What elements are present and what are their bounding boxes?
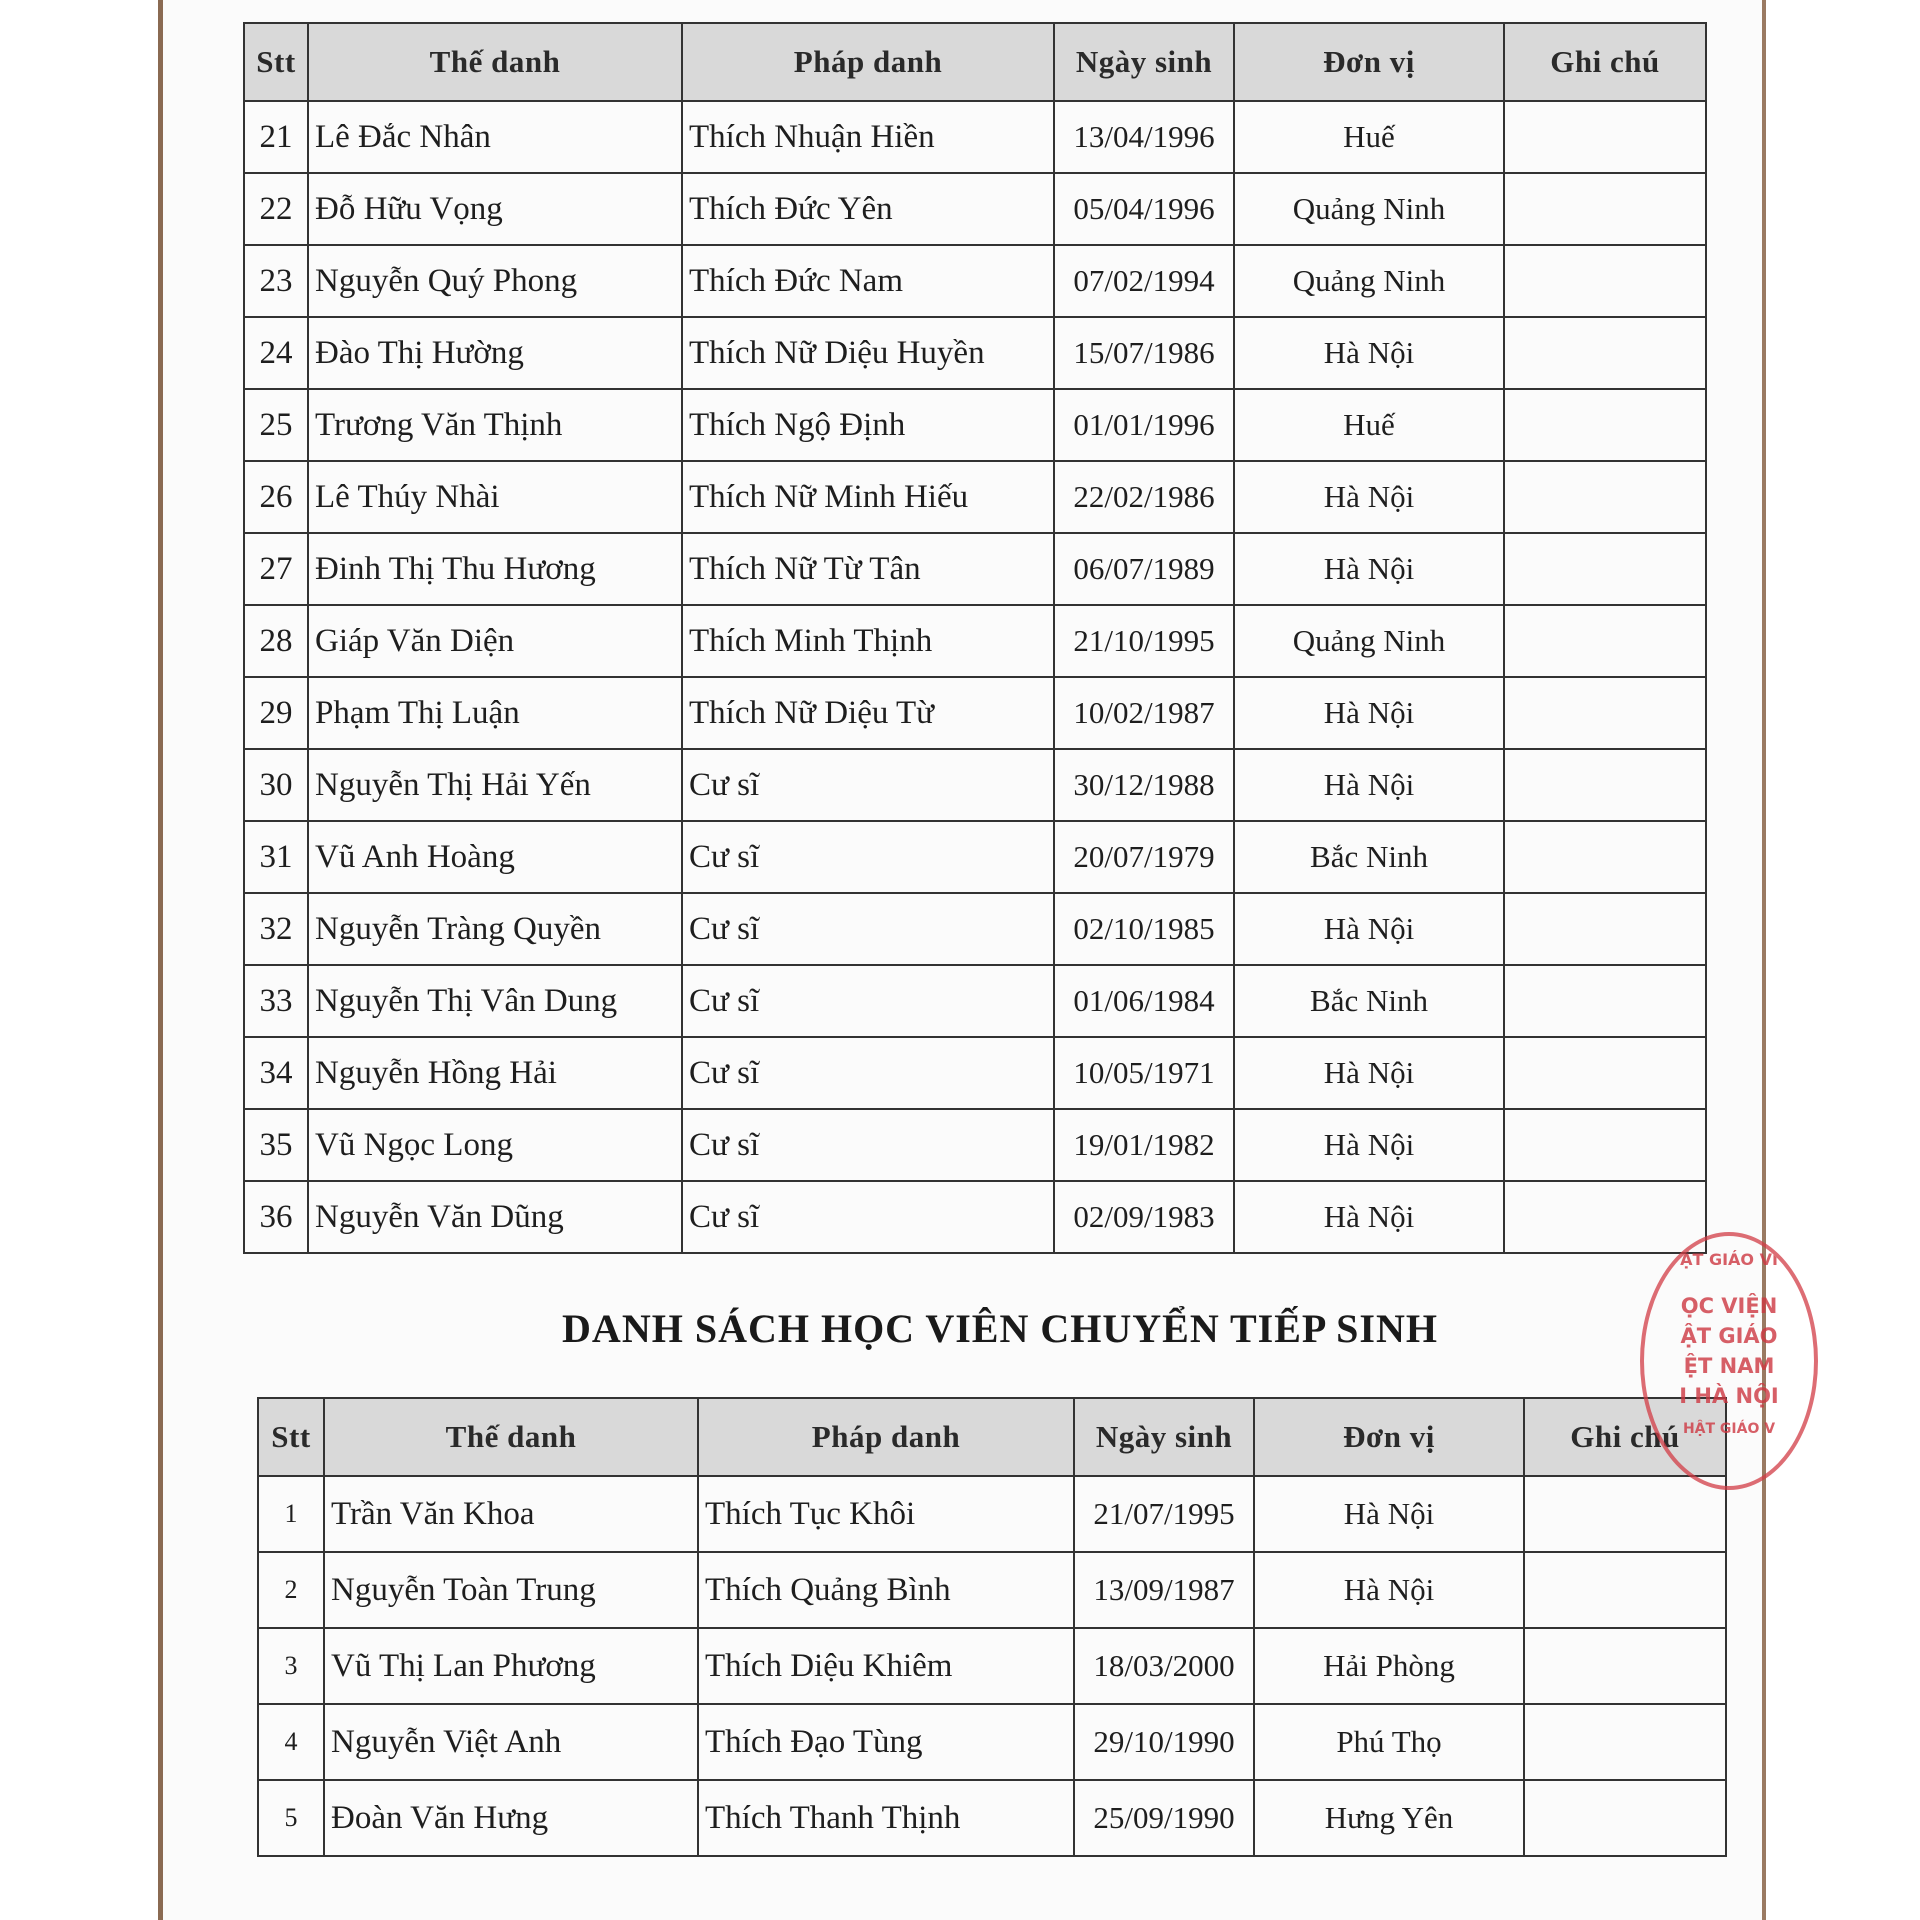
cell-stt: 2: [258, 1552, 324, 1628]
cell-ngay-sinh: 05/04/1996: [1054, 173, 1234, 245]
cell-ngay-sinh: 13/04/1996: [1054, 101, 1234, 173]
cell-ngay-sinh: 18/03/2000: [1074, 1628, 1254, 1704]
cell-don-vi: Hải Phòng: [1254, 1628, 1524, 1704]
cell-ghi-chu: [1504, 677, 1706, 749]
cell-don-vi: Bắc Ninh: [1234, 965, 1504, 1037]
cell-ghi-chu: [1504, 389, 1706, 461]
transfer-student-table: [257, 1397, 1727, 1857]
cell-don-vi: Bắc Ninh: [1234, 821, 1504, 893]
header-ngay-sinh: Ngày sinh: [1074, 1398, 1254, 1476]
header-ghi-chu: Ghi chú: [1524, 1398, 1726, 1476]
cell-don-vi: Hà Nội: [1234, 749, 1504, 821]
cell-phap-danh: Cư sĩ: [682, 893, 1054, 965]
cell-ngay-sinh: 21/10/1995: [1054, 605, 1234, 677]
stamp-top-text: ẬT GIÁO VI: [1680, 1250, 1778, 1269]
cell-the-danh: Vũ Ngọc Long: [308, 1109, 682, 1181]
table-body: [258, 1476, 1726, 1856]
cell-ghi-chu: [1504, 173, 1706, 245]
table-row: [244, 893, 1706, 965]
cell-ghi-chu: [1504, 1181, 1706, 1253]
cell-ngay-sinh: 15/07/1986: [1054, 317, 1234, 389]
cell-ghi-chu: [1524, 1628, 1726, 1704]
cell-don-vi: Quảng Ninh: [1234, 245, 1504, 317]
cell-stt: 22: [244, 173, 308, 245]
cell-stt: 24: [244, 317, 308, 389]
red-seal-stamp: [1640, 1232, 1818, 1490]
cell-phap-danh: Thích Quảng Bình: [698, 1552, 1074, 1628]
cell-the-danh: Nguyễn Văn Dũng: [308, 1181, 682, 1253]
cell-stt: 30: [244, 749, 308, 821]
cell-ngay-sinh: 21/07/1995: [1074, 1476, 1254, 1552]
cell-phap-danh: Thích Thanh Thịnh: [698, 1780, 1074, 1856]
header-phap-danh: Pháp danh: [698, 1398, 1074, 1476]
table-row: [244, 317, 1706, 389]
cell-the-danh: Lê Đắc Nhân: [308, 101, 682, 173]
cell-stt: 33: [244, 965, 308, 1037]
cell-ngay-sinh: 02/09/1983: [1054, 1181, 1234, 1253]
cell-ghi-chu: [1524, 1704, 1726, 1780]
header-don-vi: Đơn vị: [1234, 23, 1504, 101]
table-row: [244, 1181, 1706, 1253]
cell-don-vi: Huế: [1234, 101, 1504, 173]
cell-stt: 1: [258, 1476, 324, 1552]
cell-ngay-sinh: 13/09/1987: [1074, 1552, 1254, 1628]
cell-ngay-sinh: 07/02/1994: [1054, 245, 1234, 317]
cell-ngay-sinh: 10/02/1987: [1054, 677, 1234, 749]
header-the-danh: Thế danh: [324, 1398, 698, 1476]
cell-don-vi: Hà Nội: [1234, 1181, 1504, 1253]
cell-don-vi: Phú Thọ: [1254, 1704, 1524, 1780]
cell-ghi-chu: [1504, 245, 1706, 317]
cell-stt: 26: [244, 461, 308, 533]
table-row: [244, 245, 1706, 317]
cell-stt: 23: [244, 245, 308, 317]
cell-the-danh: Trần Văn Khoa: [324, 1476, 698, 1552]
cell-stt: 32: [244, 893, 308, 965]
cell-stt: 36: [244, 1181, 308, 1253]
cell-ghi-chu: [1504, 533, 1706, 605]
table-row: [258, 1628, 1726, 1704]
header-phap-danh: Pháp danh: [682, 23, 1054, 101]
cell-the-danh: Nguyễn Toàn Trung: [324, 1552, 698, 1628]
table-row: [244, 605, 1706, 677]
cell-stt: 27: [244, 533, 308, 605]
cell-ngay-sinh: 25/09/1990: [1074, 1780, 1254, 1856]
stamp-bottom-text: HẬT GIÁO V: [1682, 1421, 1776, 1437]
cell-ghi-chu: [1524, 1552, 1726, 1628]
page-edge-right: [1762, 0, 1766, 1920]
cell-don-vi: Hà Nội: [1234, 533, 1504, 605]
cell-ngay-sinh: 30/12/1988: [1054, 749, 1234, 821]
cell-phap-danh: Thích Đức Nam: [682, 245, 1054, 317]
section-title: DANH SÁCH HỌC VIÊN CHUYỂN TIẾP SINH: [562, 1306, 1438, 1351]
cell-ngay-sinh: 01/01/1996: [1054, 389, 1234, 461]
cell-ghi-chu: [1524, 1780, 1726, 1856]
cell-ghi-chu: [1504, 965, 1706, 1037]
stamp-line: ỌC VIỆN: [1680, 1294, 1778, 1318]
cell-don-vi: Hưng Yên: [1254, 1780, 1524, 1856]
cell-stt: 25: [244, 389, 308, 461]
table-row: [244, 1109, 1706, 1181]
stamp-line: ỆT NAM: [1683, 1354, 1775, 1378]
cell-don-vi: Hà Nội: [1254, 1552, 1524, 1628]
cell-don-vi: Hà Nội: [1234, 1109, 1504, 1181]
cell-don-vi: Quảng Ninh: [1234, 173, 1504, 245]
table-row: [258, 1780, 1726, 1856]
cell-phap-danh: Thích Nữ Diệu Từ: [682, 677, 1054, 749]
cell-ngay-sinh: 29/10/1990: [1074, 1704, 1254, 1780]
cell-the-danh: Nguyễn Tràng Quyền: [308, 893, 682, 965]
table-row: [258, 1704, 1726, 1780]
cell-phap-danh: Thích Nữ Từ Tân: [682, 533, 1054, 605]
cell-phap-danh: Thích Minh Thịnh: [682, 605, 1054, 677]
cell-the-danh: Nguyễn Quý Phong: [308, 245, 682, 317]
table-body: [244, 101, 1706, 1253]
cell-phap-danh: Cư sĩ: [682, 965, 1054, 1037]
cell-stt: 4: [258, 1704, 324, 1780]
cell-the-danh: Nguyễn Thị Hải Yến: [308, 749, 682, 821]
table-row: [244, 965, 1706, 1037]
table-row: [244, 533, 1706, 605]
table-row: [244, 173, 1706, 245]
cell-phap-danh: Cư sĩ: [682, 1109, 1054, 1181]
cell-phap-danh: Thích Nhuận Hiền: [682, 101, 1054, 173]
cell-ghi-chu: [1504, 821, 1706, 893]
cell-ghi-chu: [1504, 101, 1706, 173]
table-header-row: [244, 23, 1706, 101]
cell-ghi-chu: [1504, 1109, 1706, 1181]
header-ngay-sinh: Ngày sinh: [1054, 23, 1234, 101]
table-row: [258, 1476, 1726, 1552]
cell-don-vi: Hà Nội: [1234, 677, 1504, 749]
cell-don-vi: Hà Nội: [1234, 893, 1504, 965]
cell-phap-danh: Thích Diệu Khiêm: [698, 1628, 1074, 1704]
header-don-vi: Đơn vị: [1254, 1398, 1524, 1476]
cell-stt: 21: [244, 101, 308, 173]
cell-stt: 29: [244, 677, 308, 749]
header-stt: Stt: [244, 23, 308, 101]
cell-ghi-chu: [1524, 1476, 1726, 1552]
cell-ngay-sinh: 01/06/1984: [1054, 965, 1234, 1037]
stamp-line: I HÀ NỘI: [1679, 1384, 1779, 1408]
cell-don-vi: Hà Nội: [1234, 1037, 1504, 1109]
header-stt: Stt: [258, 1398, 324, 1476]
cell-the-danh: Phạm Thị Luận: [308, 677, 682, 749]
cell-the-danh: Lê Thúy Nhài: [308, 461, 682, 533]
cell-the-danh: Nguyễn Hồng Hải: [308, 1037, 682, 1109]
cell-phap-danh: Thích Đạo Tùng: [698, 1704, 1074, 1780]
cell-ghi-chu: [1504, 749, 1706, 821]
cell-ngay-sinh: 10/05/1971: [1054, 1037, 1234, 1109]
cell-don-vi: Huế: [1234, 389, 1504, 461]
cell-ngay-sinh: 22/02/1986: [1054, 461, 1234, 533]
cell-phap-danh: Thích Tục Khôi: [698, 1476, 1074, 1552]
cell-phap-danh: Cư sĩ: [682, 1037, 1054, 1109]
table-row: [244, 749, 1706, 821]
cell-the-danh: Đinh Thị Thu Hương: [308, 533, 682, 605]
table-row: [244, 389, 1706, 461]
cell-ghi-chu: [1504, 1037, 1706, 1109]
cell-the-danh: Vũ Thị Lan Phương: [324, 1628, 698, 1704]
cell-phap-danh: Thích Đức Yên: [682, 173, 1054, 245]
cell-the-danh: Đào Thị Hường: [308, 317, 682, 389]
cell-stt: 5: [258, 1780, 324, 1856]
table-row: [244, 821, 1706, 893]
cell-don-vi: Hà Nội: [1254, 1476, 1524, 1552]
cell-the-danh: Nguyễn Thị Vân Dung: [308, 965, 682, 1037]
cell-ngay-sinh: 06/07/1989: [1054, 533, 1234, 605]
cell-phap-danh: Cư sĩ: [682, 821, 1054, 893]
header-ghi-chu: Ghi chú: [1504, 23, 1706, 101]
cell-ghi-chu: [1504, 893, 1706, 965]
cell-the-danh: Trương Văn Thịnh: [308, 389, 682, 461]
table-row: [244, 677, 1706, 749]
cell-the-danh: Giáp Văn Diện: [308, 605, 682, 677]
table-row: [244, 461, 1706, 533]
cell-the-danh: Đoàn Văn Hưng: [324, 1780, 698, 1856]
cell-stt: 31: [244, 821, 308, 893]
cell-phap-danh: Thích Nữ Diệu Huyền: [682, 317, 1054, 389]
cell-don-vi: Quảng Ninh: [1234, 605, 1504, 677]
cell-phap-danh: Cư sĩ: [682, 749, 1054, 821]
cell-ngay-sinh: 20/07/1979: [1054, 821, 1234, 893]
cell-ngay-sinh: 02/10/1985: [1054, 893, 1234, 965]
cell-don-vi: Hà Nội: [1234, 461, 1504, 533]
cell-the-danh: Đỗ Hữu Vọng: [308, 173, 682, 245]
cell-stt: 3: [258, 1628, 324, 1704]
cell-don-vi: Hà Nội: [1234, 317, 1504, 389]
cell-stt: 28: [244, 605, 308, 677]
cell-ghi-chu: [1504, 317, 1706, 389]
table-row: [258, 1552, 1726, 1628]
cell-the-danh: Vũ Anh Hoàng: [308, 821, 682, 893]
cell-phap-danh: Cư sĩ: [682, 1181, 1054, 1253]
header-the-danh: Thế danh: [308, 23, 682, 101]
cell-stt: 34: [244, 1037, 308, 1109]
stamp-line: ẬT GIÁO: [1680, 1324, 1778, 1348]
table-header-row: [258, 1398, 1726, 1476]
table-row: [244, 101, 1706, 173]
student-table-main: [243, 22, 1707, 1254]
cell-ghi-chu: [1504, 461, 1706, 533]
cell-ngay-sinh: 19/01/1982: [1054, 1109, 1234, 1181]
cell-stt: 35: [244, 1109, 308, 1181]
cell-the-danh: Nguyễn Việt Anh: [324, 1704, 698, 1780]
cell-phap-danh: Thích Nữ Minh Hiếu: [682, 461, 1054, 533]
cell-ghi-chu: [1504, 605, 1706, 677]
table-row: [244, 1037, 1706, 1109]
cell-phap-danh: Thích Ngộ Định: [682, 389, 1054, 461]
